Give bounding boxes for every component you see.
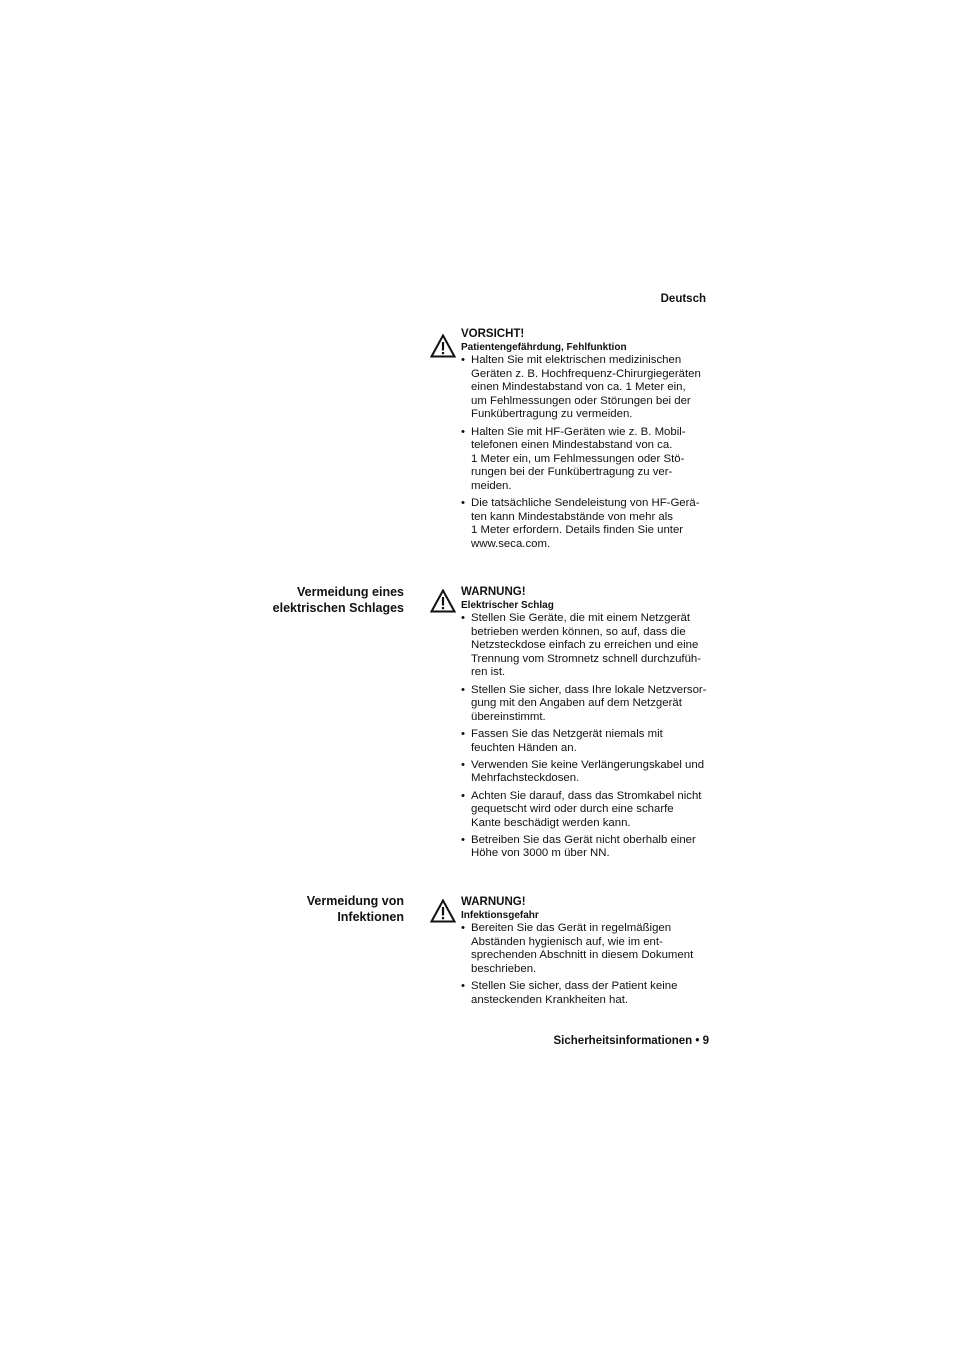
- text-line: • Betreiben Sie das Gerät nicht oberhalb einer: [471, 833, 696, 846]
- text-line: ren ist.: [471, 666, 506, 679]
- text-line: einen Mindestabstand von ca. 1 Meter ein,: [471, 381, 686, 394]
- text-line: Trennung vom Stromnetz schnell durchzufüh-: [471, 652, 702, 665]
- text-line: beschrieben.: [471, 962, 537, 975]
- warning-list: [461, 612, 713, 861]
- caution-subtitle: Patientengefährdung, Fehlfunktion: [461, 342, 627, 353]
- warning-list: [461, 922, 713, 1007]
- text-line: sprechenden Abschnitt in diesem Dokument: [471, 949, 694, 962]
- text-line: übereinstimmt.: [471, 710, 546, 723]
- text-line: meiden.: [471, 479, 512, 492]
- text-line: • Halten Sie mit elektrischen medizinischen: [471, 354, 682, 366]
- list-item: [461, 684, 713, 725]
- text-line: telefonen einen Mindestabstand von ca.: [471, 439, 673, 452]
- list-item: [461, 354, 713, 422]
- text-line: • Verwenden Sie keine Verlängerungskabel und: [471, 758, 705, 771]
- text-line: Funkübertragung zu vermeiden.: [471, 408, 633, 421]
- text-line: 1 Meter erfordern. Details finden Sie unter: [471, 524, 684, 537]
- text-line: Geräten z. B. Hochfrequenz-Chirurgiegeräten: [471, 367, 701, 380]
- list-item: [461, 759, 713, 786]
- section-title-electric-shock: [273, 584, 404, 616]
- list-item: [461, 922, 713, 976]
- list-item: [461, 728, 713, 755]
- list-item: [461, 426, 713, 494]
- infection-warning-block: [461, 895, 713, 1011]
- text-line: gequetscht wird oder durch eine scharfe: [471, 803, 674, 816]
- text-line: • Fassen Sie das Netzgerät niemals mit: [471, 727, 663, 740]
- warning-triangle-icon: [430, 334, 456, 358]
- text-line: • Stellen Sie Geräte, die mit einem Netzgerät: [471, 612, 691, 624]
- section-title-infections: [307, 893, 404, 925]
- text-line: gung mit den Angaben auf dem Netzgerät: [471, 697, 682, 710]
- warning-subtitle: Elektrischer Schlag: [461, 600, 554, 611]
- section-title-line: Vermeidung von: [306, 894, 404, 908]
- text-line: rungen bei der Funkübertragung zu ver-: [471, 466, 673, 479]
- text-line: Netzsteckdose einfach zu erreichen und eine: [471, 639, 699, 652]
- text-line: ansteckenden Krankheiten hat.: [471, 993, 629, 1006]
- section-title-line: elektrischen Schlages: [272, 601, 404, 615]
- warning-subtitle: Infektionsgefahr: [461, 910, 539, 921]
- text-line: • Bereiten Sie das Gerät in regelmäßigen: [471, 922, 672, 934]
- warning-heading: WARNUNG!: [461, 896, 526, 908]
- caution-block: [461, 327, 713, 555]
- text-line: Abständen hygienisch auf, wie im ent-: [471, 935, 663, 948]
- warning-triangle-icon: [430, 899, 456, 923]
- electric-shock-warning-block: [461, 585, 713, 865]
- list-item: [461, 834, 713, 861]
- caution-heading: VORSICHT!: [461, 328, 525, 340]
- warning-heading: WARNUNG!: [461, 586, 526, 598]
- text-line: 1 Meter ein, um Fehlmessungen oder Stö-: [471, 452, 685, 465]
- section-title-line: Infektionen: [337, 910, 404, 924]
- page-footer: Sicherheitsinformationen • 9: [553, 1035, 709, 1047]
- text-line: ten kann Mindestabstände von mehr als: [471, 510, 673, 523]
- text-line: • Die tatsächliche Sendeleistung von HF-Gerä-: [471, 497, 700, 510]
- text-line: feuchten Händen an.: [471, 741, 577, 754]
- text-line: www.seca.com.: [471, 537, 551, 550]
- text-line: um Fehlmessungen oder Störungen bei der: [471, 394, 691, 407]
- list-item: [461, 497, 713, 551]
- text-line: • Stellen Sie sicher, dass Ihre lokale Netzversor-: [471, 683, 707, 696]
- text-line: • Stellen Sie sicher, dass der Patient keine: [471, 979, 678, 992]
- text-line: Mehrfachsteckdosen.: [471, 772, 580, 785]
- list-item: [461, 980, 713, 1007]
- text-line: • Achten Sie darauf, dass das Stromkabel nicht: [471, 789, 702, 802]
- language-label: Deutsch: [660, 293, 706, 305]
- warning-triangle-icon: [430, 589, 456, 613]
- list-item: [461, 612, 713, 680]
- text-line: • Halten Sie mit HF-Geräten wie z. B. Mobil-: [471, 425, 686, 438]
- section-title-line: Vermeidung eines: [297, 585, 404, 599]
- text-line: Höhe von 3000 m über NN.: [471, 847, 610, 860]
- list-item: [461, 790, 713, 831]
- caution-list: [461, 354, 713, 552]
- text-line: Kante beschädigt werden kann.: [471, 816, 631, 829]
- text-line: betrieben werden können, so auf, dass die: [471, 625, 686, 638]
